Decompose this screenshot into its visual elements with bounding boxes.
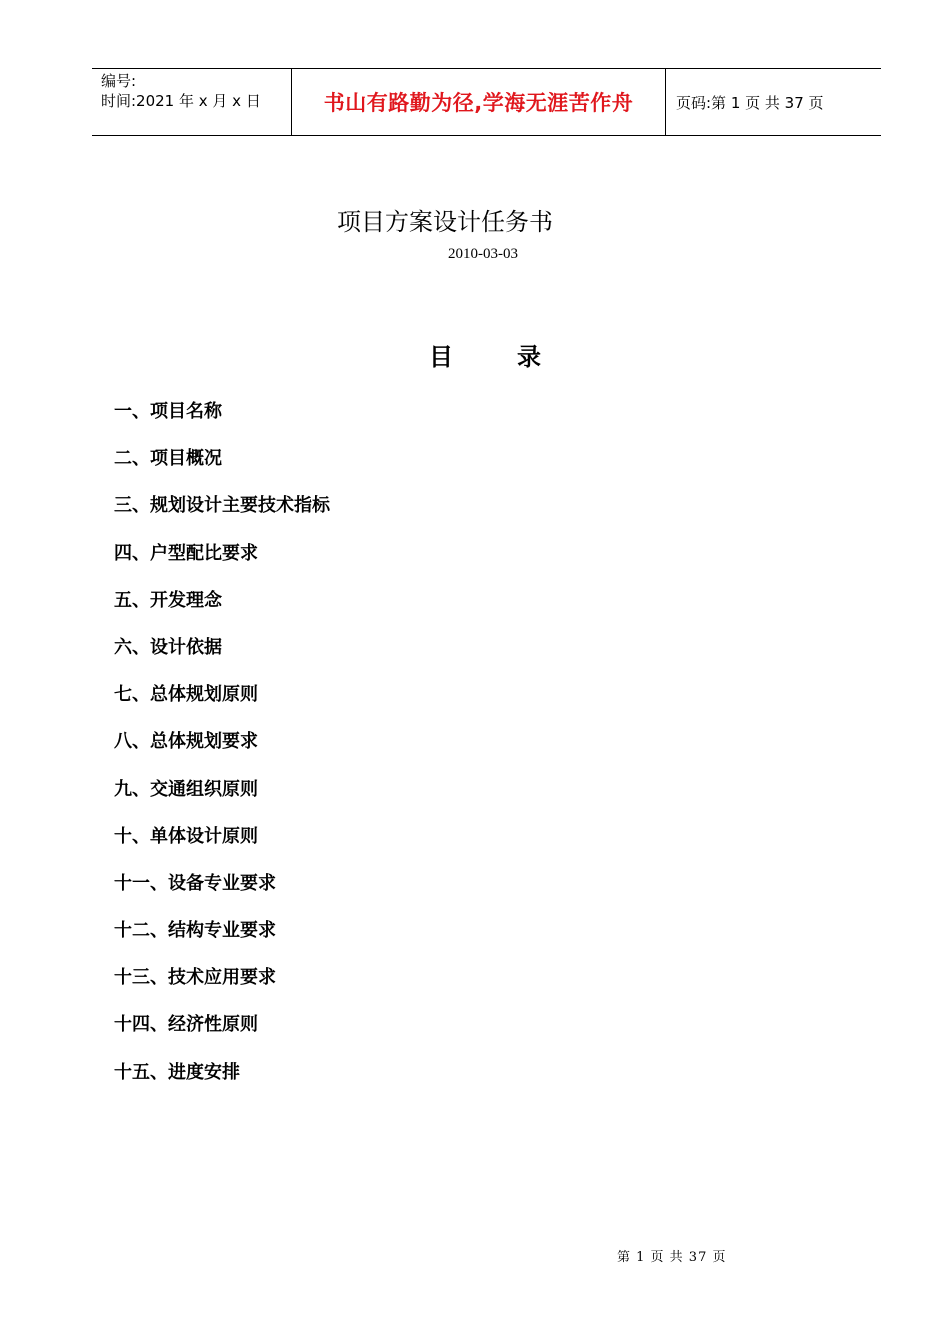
document-date: 2010-03-03 xyxy=(448,246,518,262)
table-of-contents xyxy=(114,398,330,1106)
toc-item[interactable]: 九、交通组织原则 xyxy=(114,778,258,800)
toc-heading xyxy=(0,337,950,372)
header-motto-cell xyxy=(292,69,666,135)
toc-item[interactable]: 十二、结构专业要求 xyxy=(114,920,276,942)
toc-item[interactable]: 四、户型配比要求 xyxy=(114,542,258,564)
header-page-cell xyxy=(666,69,881,135)
header-meta xyxy=(92,69,292,135)
toc-item[interactable]: 十三、技术应用要求 xyxy=(114,967,276,989)
toc-heading-part2: 录 xyxy=(517,343,541,371)
toc-item[interactable]: 二、项目概况 xyxy=(114,448,222,470)
header-time-label: 时间:2021 年 x 月 x 日 xyxy=(101,92,261,110)
toc-item[interactable]: 十四、经济性原则 xyxy=(114,1014,258,1036)
document-title: 项目方案设计任务书 xyxy=(337,208,553,236)
toc-item[interactable]: 十、单体设计原则 xyxy=(114,825,258,847)
toc-item[interactable]: 十五、进度安排 xyxy=(114,1061,240,1083)
toc-item[interactable]: 十一、设备专业要求 xyxy=(114,872,276,894)
toc-item[interactable]: 一、项目名称 xyxy=(114,401,222,422)
toc-item[interactable]: 七、总体规划原则 xyxy=(114,684,258,706)
header-motto: 书山有路勤为径,学海无涯苦作舟 xyxy=(323,91,634,115)
header-page-label: 页码:第 1 页 共 37 页 xyxy=(676,93,824,112)
header-number-label: 编号: xyxy=(101,72,137,90)
toc-item[interactable]: 三、规划设计主要技术指标 xyxy=(114,495,330,517)
toc-item[interactable]: 六、设计依据 xyxy=(114,636,222,658)
toc-item[interactable]: 八、总体规划要求 xyxy=(114,731,258,753)
toc-heading-part1: 目 xyxy=(429,343,453,371)
toc-item[interactable]: 五、开发理念 xyxy=(114,589,222,611)
page-footer: 第 1 页 共 37 页 xyxy=(617,1250,727,1265)
page-header xyxy=(92,68,881,136)
